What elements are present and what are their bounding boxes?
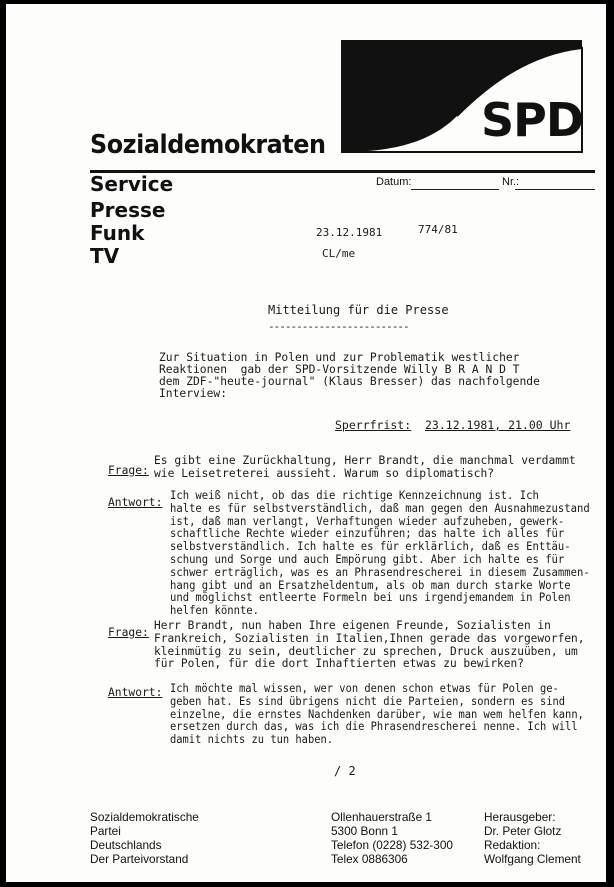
footer-address-line: 5300 Bonn 1 [331,824,398,838]
footer-org-line: Sozialdemokratische [90,810,199,824]
footer-address-line: Telefon (0228) 532-300 [331,838,453,852]
category-tv: TV [90,244,120,268]
page-continuation: / 2 [334,764,356,778]
footer-editor-column [484,810,581,866]
answer-label: Antwort: [108,496,163,509]
footer-address-column [331,810,453,866]
footer-editor-line: Redaktion: [484,838,541,852]
footer-org-column [90,810,199,866]
release-number: 774/81 [418,223,458,236]
nr-label: Nr.: [502,176,520,188]
datum-label: Datum: [376,176,412,188]
embargo-label: Sperrfrist: [335,418,412,432]
footer-address-line: Ollenhauerstraße 1 [331,810,432,824]
logo-text: SPD [481,93,584,147]
answer-text: Ich weiß nicht, ob das die richtige Kennzeichnung ist. Ich halte es für selbstverständlich, daß man gegen den Ausnahmezustand ist, daß man verlangt, Verhaftungen wieder aufzuheben, gewerk- schaftliche Rechte wieder einzuführen; das halte ich alles für selbstverständlich. Ich halte es für erklärlich, daß es Enttäu- schung und Sorge und auch Empörung gibt. Aber ich halte es für schwer erträglich, was es an Phrasendrescherei in diesem Zusammen- hang gibt und an Ersatzheldentum, als ob man durch starke Worte und möglichst entleerte Formeln bei uns irgendjemandem in Polen helfen könnte. [170,489,590,618]
footer-editor-line: Dr. Peter Glotz [484,824,562,838]
answer-label: Antwort: [108,686,163,699]
release-date: 23.12.1981 [316,226,383,239]
question-text: Herr Brandt, nun haben Ihre eigenen Freunde, Sozialisten in Frankreich, Sozialisten in Italien,Ihnen gerade das vorgeworfen, kleinmütig zu sein, deutlicher zu sprechen, Druck auszuüben, um für Polen, für die dort Inhaftierten etwas zu bewirken? [154,619,585,671]
category-service: Service [90,172,174,196]
category-presse: Presse [90,198,166,222]
press-release-sheet [6,4,606,882]
footer-editor-line: Wolfgang Clement [484,852,581,866]
datum-line [411,189,499,190]
nr-line [515,189,595,190]
footer-org-line: Deutschlands [90,838,162,852]
category-funk: Funk [90,221,145,245]
question-text: Es gibt eine Zurückhaltung, Herr Brandt, die manchmal verdammt wie Leisetreterei aussieht. Warum so diplomatisch? [154,454,576,480]
org-name: Sozialdemokraten [90,130,326,160]
spd-logo [339,38,585,154]
footer-editor-line: Herausgeber: [484,810,556,824]
footer-address-line: Telex 0886306 [331,852,408,866]
document-title: Mitteilung für die Presse [268,303,449,317]
intro-paragraph: Zur Situation in Polen und zur Problematik westlicher Reaktionen gab der SPD-Vorsitzende Willy B R A N D T dem ZDF-"heute-journal" (Klaus Bresser) das nachfolgende Interview: [159,351,540,400]
question-label: Frage: [108,464,149,477]
embargo-value: 23.12.1981, 21.00 Uhr [425,418,571,432]
document-title-underline: ------------------------- [268,320,409,333]
answer-text: Ich möchte mal wissen, wer von denen schon etwas für Polen ge- geben hat. Es sind übrigens nicht die Parteien, sondern es sind einzelne, die ernstes Nachdenken darüber, wie man wem helfen kann, ersetzen durch das, was ich die Phrasendrescherei nenne. Ich will damit nichts zu tun haben. [170,682,584,747]
question-label: Frage: [108,626,149,639]
footer-org-line: Der Parteivorstand [90,852,189,866]
footer-org-line: Partei [90,824,121,838]
author-initials: CL/me [322,247,356,260]
